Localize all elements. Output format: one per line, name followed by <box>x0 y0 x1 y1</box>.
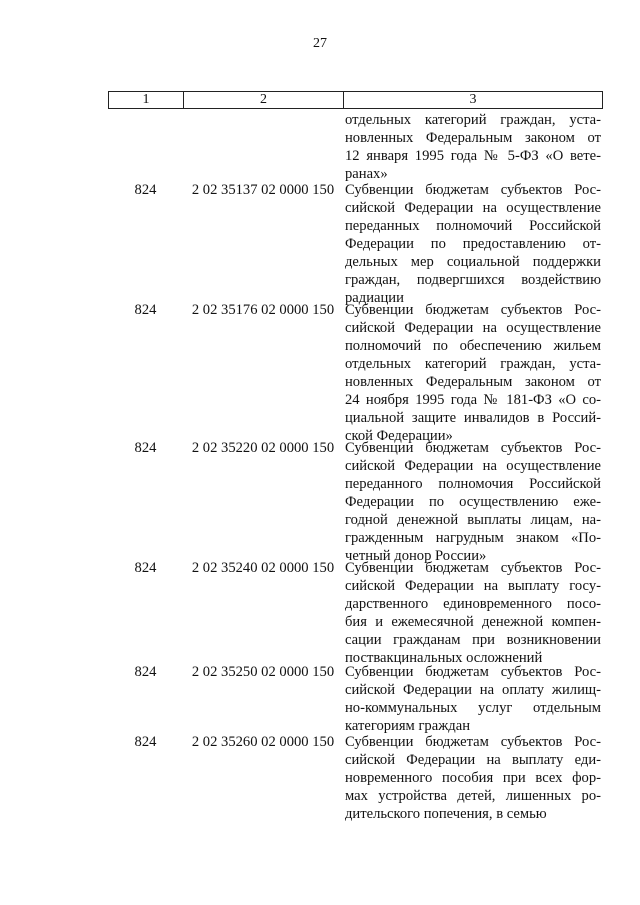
header-cell-2: 2 <box>184 92 344 108</box>
description-line: 24 ноября 1995 года № 181-ФЗ «О со- <box>345 392 601 408</box>
description-line: ской Федерации» <box>345 428 453 444</box>
admin-code-cell: 824 <box>134 302 157 318</box>
description-line: сийской Федерации на осуществление <box>345 320 601 336</box>
description-line: полномочий по обеспечению жильем <box>345 338 601 354</box>
description-line: дительского попечения, в семью <box>345 806 547 822</box>
description-line: сийской Федерации на выплату еди- <box>345 752 601 768</box>
description-cell <box>345 559 601 667</box>
description-line: мах устройства детей, лишенных ро- <box>345 788 601 804</box>
description-line: Субвенции бюджетам субъектов Рос- <box>345 734 601 750</box>
header-cell-3: 3 <box>469 92 477 107</box>
description-line: годной денежной выплаты лицам, на- <box>345 512 601 528</box>
description-cell <box>345 733 601 823</box>
description-line: Субвенции бюджетам субъектов Рос- <box>345 302 601 318</box>
description-line: новленных Федеральным законом от <box>345 374 601 390</box>
description-line: сийской Федерации на осуществление <box>345 458 601 474</box>
budget-code-cell: 2 02 35176 02 0000 150 <box>191 302 335 318</box>
description-line: но-коммунальных услуг отдельным <box>345 700 601 716</box>
description-line: новленных Федеральным законом от <box>345 130 601 146</box>
description-line: циальной защите инвалидов в Россий- <box>345 410 601 426</box>
description-cell <box>345 663 601 735</box>
description-line: сийской Федерации на оплату жилищ- <box>345 682 601 698</box>
description-line: ранах» <box>345 166 388 182</box>
budget-code-cell: 2 02 35240 02 0000 150 <box>191 560 335 576</box>
budget-code-cell: 2 02 35220 02 0000 150 <box>191 440 335 456</box>
budget-code-cell: 2 02 35260 02 0000 150 <box>191 734 335 750</box>
header-cell-1: 1 <box>109 92 184 108</box>
admin-code-cell: 824 <box>134 734 157 750</box>
description-line: Субвенции бюджетам субъектов Рос- <box>345 560 601 576</box>
description-line: сийской Федерации на осуществление <box>345 200 601 216</box>
description-line: бия и ежемесячной денежной компен- <box>345 614 601 630</box>
continued-description <box>345 111 601 183</box>
description-line: переданного полномочия Российской <box>345 476 601 492</box>
description-line: четный донор России» <box>345 548 487 564</box>
description-line: Субвенции бюджетам субъектов Рос- <box>345 182 601 198</box>
description-line: переданных полномочий Российской <box>345 218 601 234</box>
description-line: сийской Федерации на выплату госу- <box>345 578 601 594</box>
description-cell <box>345 301 601 445</box>
admin-code-cell: 824 <box>134 560 157 576</box>
description-line: Федерации по осуществлению еже- <box>345 494 601 510</box>
description-cell <box>345 181 601 307</box>
description-line: Федерации по предоставлению от- <box>345 236 601 252</box>
description-line: отдельных категорий граждан, уста- <box>345 356 601 372</box>
admin-code-cell: 824 <box>134 440 157 456</box>
budget-code-cell: 2 02 35137 02 0000 150 <box>191 182 335 198</box>
description-line: дарственного единовременного посо- <box>345 596 601 612</box>
description-line: радиации <box>345 290 404 306</box>
description-line: граждан, подвергшихся воздействию <box>345 272 601 288</box>
budget-code-cell: 2 02 35250 02 0000 150 <box>191 664 335 680</box>
description-line: сации гражданам при возникновении <box>345 632 601 648</box>
description-line: гражденным нагрудным знаком «По- <box>345 530 601 546</box>
description-line: новременного пособия при всех фор- <box>345 770 601 786</box>
description-line: поствакцинальных осложнений <box>345 650 543 666</box>
description-line: Субвенции бюджетам субъектов Рос- <box>345 440 601 456</box>
admin-code-cell: 824 <box>134 664 157 680</box>
description-line: дельных мер социальной поддержки <box>345 254 601 270</box>
page-number: 27 <box>313 36 327 51</box>
description-line: категориям граждан <box>345 718 471 734</box>
description-line: 12 января 1995 года № 5-ФЗ «О вете- <box>345 148 601 164</box>
description-line: Субвенции бюджетам субъектов Рос- <box>345 664 601 680</box>
table-header-row <box>108 91 603 109</box>
description-line: отдельных категорий граждан, уста- <box>345 112 601 128</box>
description-cell <box>345 439 601 565</box>
admin-code-cell: 824 <box>134 182 157 198</box>
